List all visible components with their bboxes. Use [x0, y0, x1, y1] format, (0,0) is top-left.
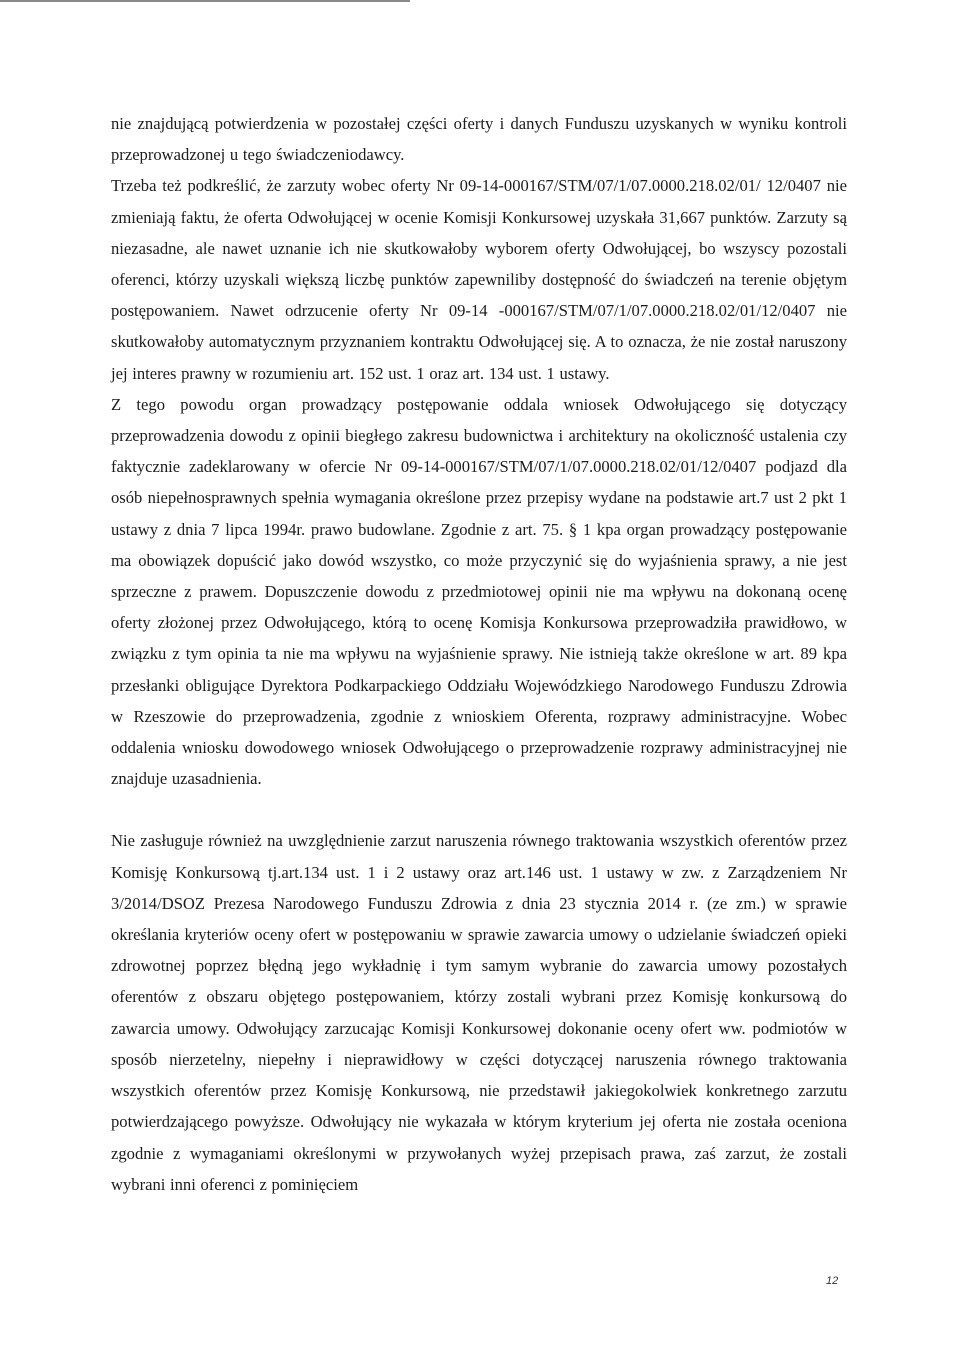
- paragraph-2: Trzeba też podkreślić, że zarzuty wobec oferty Nr 09-14-000167/STM/07/1/07.0000.218.02/01/ 12/0407 nie zmieniają faktu, że oferta Odwołującej w ocenie Komisji Konkursowej uzyskała 31,667 punktów. Zarzuty są niezasadne, ale nawet uznanie ich nie skutkowałoby wyborem oferty Odwołującej, bo wszyscy pozostali oferenci, którzy uzyskali większą liczbę punktów zapewniliby dostępność do świadczeń na terenie objętym postępowaniem. Nawet odrzucenie oferty Nr 09-14 -000167/STM/07/1/07.0000.218.02/01/12/0407 nie skutkowałoby automatycznym przyznaniem kontraktu Odwołującej się. A to oznacza, że nie został naruszony jej interes prawny w rozumieniu art. 152 ust. 1 oraz art. 134 ust. 1 ustawy.: [111, 176, 847, 383]
- paragraph-4: Nie zasługuje również na uwzględnienie zarzut naruszenia równego traktowania wszystkich oferentów przez Komisję Konkursową tj.art.134 ust. 1 i 2 ustawy oraz art.146 ust. 1 ustawy w zw. z Zarządzeniem Nr 3/2014/DSOZ Prezesa Narodowego Funduszu Zdrowia z dnia 23 stycznia 2014 r. (ze zm.) w sprawie określania kryteriów oceny ofert w postępowaniu w sprawie zawarcia umowy o udzielanie świadczeń opieki zdrowotnej poprzez błędną jego wykładnię i tym samym wybranie do zawarcia umowy pozostałych oferentów z obszaru objętego postępowaniem, którzy zostali wybrani przez Komisję konkursową do zawarcia umowy. Odwołujący zarzucając Komisji Konkursowej dokonanie oceny ofert ww. podmiotów w sposób nierzetelny, niepełny i nieprawidłowy w części dotyczącej naruszenia równego traktowania wszystkich oferentów przez Komisję Konkursową, nie przedstawił jakiegokolwiek konkretnego zarzutu potwierdzającego powyższe. Odwołujący nie wykazała w którym kryterium jej oferta nie została oceniona zgodnie z wymaganiami określonymi w przywołanych wyżej przepisach prawa, zaś zarzut, że zostali wybrani inni oferenci z pominięciem: [111, 831, 847, 1194]
- page-number: 12: [826, 1275, 839, 1287]
- document-body: [111, 108, 847, 1200]
- top-rule: [0, 0, 410, 2]
- paragraph-1: nie znajdującą potwierdzenia w pozostałej części oferty i danych Funduszu uzyskanych w wyniku kontroli przeprowadzonej u tego świadczeniodawcy.: [111, 114, 847, 165]
- paragraph-3: Z tego powodu organ prowadzący postępowanie oddala wniosek Odwołującego się dotyczący przeprowadzenia dowodu z opinii biegłego zakresu budownictwa i architektury na okoliczność ustalenia czy faktycznie zadeklarowany w ofercie Nr 09-14-000167/STM/07/1/07.0000.218.02/01/12/0407 podjazd dla osób niepełnosprawnych spełnia wymagania określone przez przepisy wydane na podstawie art.7 ust 2 pkt 1 ustawy z dnia 7 lipca 1994r. prawo budowlane. Zgodnie z art. 75. § 1 kpa organ prowadzący postępowanie ma obowiązek dopuścić jako dowód wszystko, co może przyczynić się do wyjaśnienia sprawy, a nie jest sprzeczne z prawem. Dopuszczenie dowodu z przedmiotowej opinii nie ma wpływu na dokonaną ocenę oferty złożonej przez Odwołującego, którą to ocenę Komisja Konkursowa przeprowadziła prawidłowo, w związku z tym opinia ta nie ma wpływu na wyjaśnienie sprawy. Nie istnieją także określone w art. 89 kpa przesłanki obligujące Dyrektora Podkarpackiego Oddziału Wojewódzkiego Narodowego Funduszu Zdrowia w Rzeszowie do przeprowadzenia, zgodnie z wnioskiem Oferenta, rozprawy administracyjne. Wobec oddalenia wniosku dowodowego wniosek Odwołującego o przeprowadzenie rozprawy administracyjnej nie znajduje uzasadnienia.: [111, 394, 847, 789]
